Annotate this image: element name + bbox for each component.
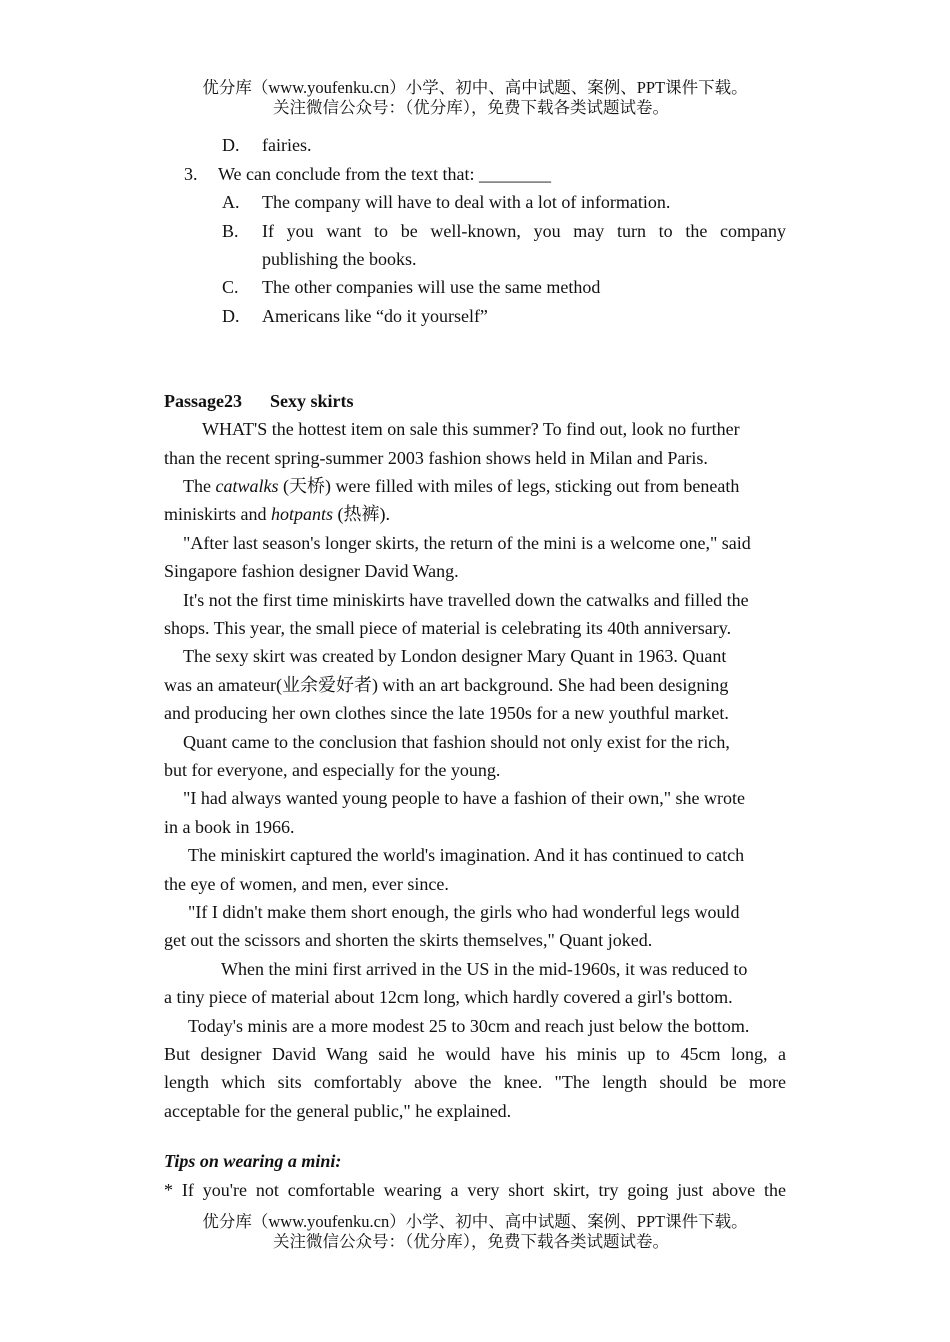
- p9-line-2: get out the scissors and shorten the skirts themselves," Quant joked.: [164, 930, 653, 950]
- p7-line-1: "I had always wanted young people to have a fashion of their own," she wrote: [183, 788, 746, 808]
- p3-line-1: "After last season's longer skirts, the return of the mini is a welcome one," said: [183, 533, 751, 553]
- p2-catwalks-term: catwalks: [215, 476, 279, 496]
- header-line-1: 优分库（www.youfenku.cn）小学、初中、高中试题、案例、PPT课件下载。: [202, 78, 748, 97]
- p5-line-3: and producing her own clothes since the late 1950s for a new youthful market.: [164, 703, 729, 723]
- page-header: [0, 78, 950, 118]
- p4-line-1: It's not the first time miniskirts have travelled down the catwalks and filled the: [183, 590, 749, 610]
- footer-line-1: 优分库（www.youfenku.cn）小学、初中、高中试题、案例、PPT课件下载。: [202, 1212, 748, 1231]
- p2-line-1-b: (天桥) were filled with miles of legs, sticking out from beneath: [278, 476, 740, 496]
- p6-line-1: Quant came to the conclusion that fashion should not only exist for the rich,: [183, 732, 730, 752]
- passage-label: Passage23: [164, 391, 242, 411]
- q3-option-d-text: Americans like “do it yourself”: [262, 306, 488, 326]
- p11-line-2: But designer David Wang said he would have his minis up to 45cm long, a: [164, 1044, 786, 1064]
- tips-line-1: * If you're not comfortable wearing a very short skirt, try going just above the: [164, 1180, 786, 1200]
- q3-option-b-text-line-1: If you want to be well-known, you may turn to the company: [262, 221, 786, 241]
- q3-option-c-letter: C.: [222, 277, 239, 297]
- p2-line-1-a: The: [183, 476, 216, 496]
- p1-line-2: than the recent spring-summer 2003 fashion shows held in Milan and Paris.: [164, 448, 708, 468]
- tips-heading: Tips on wearing a mini:: [164, 1151, 342, 1171]
- p11-line-4: acceptable for the general public," he explained.: [164, 1101, 512, 1121]
- p11-line-1: Today's minis are a more modest 25 to 30cm and reach just below the bottom.: [188, 1016, 750, 1036]
- page-footer: [0, 1212, 950, 1252]
- p2-line-1: [183, 475, 739, 497]
- p10-line-1: When the mini first arrived in the US in the mid-1960s, it was reduced to: [221, 959, 748, 979]
- p2-line-2-b: (热裤).: [333, 504, 391, 524]
- q3-option-d-letter: D.: [222, 306, 240, 326]
- p1-line-1: WHAT'S the hottest item on sale this summer? To find out, look no further: [202, 419, 740, 439]
- p6-line-2: but for everyone, and especially for the young.: [164, 760, 501, 780]
- p9-line-1: "If I didn't make them short enough, the girls who had wonderful legs would: [188, 902, 740, 922]
- prev-option-d-letter: D.: [222, 135, 240, 155]
- p5-line-1: The sexy skirt was created by London designer Mary Quant in 1963. Quant: [183, 646, 727, 666]
- p4-line-2: shops. This year, the small piece of material is celebrating its 40th anniversary.: [164, 618, 732, 638]
- q3-option-a-text: The company will have to deal with a lot of information.: [262, 192, 671, 212]
- question-3-stem: We can conclude from the text that: ________: [218, 164, 551, 184]
- p3-line-2: Singapore fashion designer David Wang.: [164, 561, 459, 581]
- q3-option-b-letter: B.: [222, 221, 239, 241]
- p5-line-2: was an amateur(业余爱好者) with an art background. She had been designing: [164, 675, 729, 695]
- p8-line-2: the eye of women, and men, ever since.: [164, 874, 449, 894]
- header-line-2: 关注微信公众号：（优分库），免费下载各类试题试卷。: [273, 98, 669, 117]
- footer-line-2: 关注微信公众号：（优分库），免费下载各类试题试卷。: [273, 1232, 669, 1251]
- p2-hotpants-term: hotpants: [271, 504, 334, 524]
- prev-option-d-text: fairies.: [262, 135, 312, 155]
- p7-line-2: in a book in 1966.: [164, 817, 295, 837]
- q3-option-a-letter: A.: [222, 192, 240, 212]
- p2-line-2-a: miniskirts and: [164, 504, 271, 524]
- question-3-number: 3.: [184, 164, 198, 184]
- passage-title: Sexy skirts: [270, 391, 354, 411]
- p2-line-2: [164, 503, 390, 525]
- p11-line-3: length which sits comfortably above the knee. "The length should be more: [164, 1072, 786, 1092]
- q3-option-c-text: The other companies will use the same method: [262, 277, 601, 297]
- q3-option-b-text-line-2: publishing the books.: [262, 249, 417, 269]
- p10-line-2: a tiny piece of material about 12cm long, which hardly covered a girl's bottom.: [164, 987, 733, 1007]
- p8-line-1: The miniskirt captured the world's imagination. And it has continued to catch: [188, 845, 745, 865]
